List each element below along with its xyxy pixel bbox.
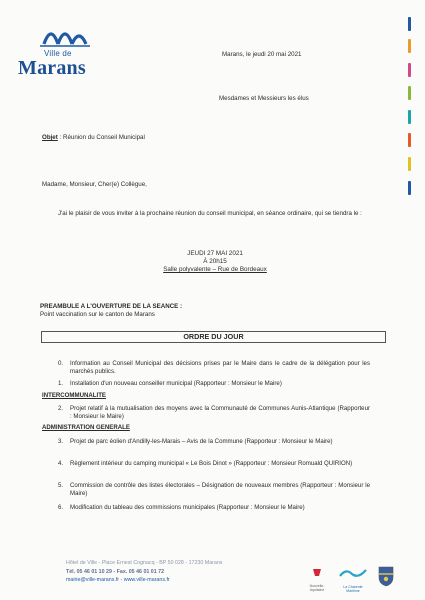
letter-date: Marans, le jeudi 20 mai 2021 [222, 51, 302, 58]
side-color-bar [408, 63, 411, 77]
department-logo [338, 566, 368, 593]
item-number: 6. [58, 504, 64, 511]
side-color-bar [408, 157, 411, 171]
item-number: 4. [58, 460, 64, 467]
region-logo-text: Nouvelle-Aquitaine [309, 584, 325, 592]
section-title: INTERCOMMUNALITE [42, 392, 106, 399]
item-number: 5. [58, 482, 64, 489]
logo-line1: Ville de [44, 49, 72, 58]
bridge-arches-icon [14, 20, 110, 50]
salutation: Madame, Monsieur, Cher(e) Collègue, [42, 181, 147, 188]
item-number: 0. [58, 360, 64, 367]
meeting-time: À 20h15 [203, 258, 227, 265]
item-text: Information au Conseil Municipal des décisions prises par le Maire dans le cadre de la délégation pour les marchés publics. [70, 360, 370, 376]
addressee: Mesdames et Messieurs les élus [219, 95, 309, 102]
region-emblem-icon [306, 567, 328, 579]
meeting-place: Salle polyvalente – Rue de Bordeaux [163, 266, 267, 273]
side-color-bar [408, 133, 411, 147]
preamble-text: Point vaccination sur le canton de Marans [40, 311, 155, 319]
agenda-title-box: ORDRE DU JOUR [41, 331, 386, 343]
side-color-bar [408, 110, 411, 124]
section-title: ADMINISTRATION GENERALE [42, 424, 130, 431]
item-number: 3. [58, 438, 64, 445]
item-text: Projet de parc éolien d'Andilly-les-Marais – Avis de la Commune (Rapporteur : Monsieur le Maire) [70, 438, 333, 445]
item-text: Commission de contrôle des listes électorales – Désignation de nouveaux membres (Rapporteur : Monsieur le Maire) [70, 482, 370, 498]
logo-line2: Marans [18, 57, 86, 79]
footer-phone: Tél. 05 46 01 10 29 - Fax. 05 46 01 01 72 [66, 568, 165, 575]
side-color-bar [408, 86, 411, 100]
item-text: Installation d'un nouveau conseiller municipal (Rapporteur : Monsieur le Maire) [70, 380, 282, 387]
city-crest [377, 565, 395, 592]
invitation-paragraph: J'ai le plaisir de vous inviter à la prochaine réunion du conseil municipal, en séance ordinaire, qui se tiendra le : [58, 210, 362, 217]
region-logo [306, 566, 328, 592]
side-color-bar [408, 39, 411, 53]
subject-label: Objet [42, 134, 58, 141]
subject-text: : Réunion du Conseil Municipal [57, 134, 145, 141]
side-color-bar [408, 181, 411, 195]
preamble-title: PREAMBULE A L'OUVERTURE DE LA SEANCE : [40, 303, 183, 310]
coat-of-arms-icon [377, 565, 395, 587]
item-text: Modification du tableau des commissions municipales (Rapporteur : Monsieur le Maire) [70, 504, 305, 511]
footer-address: Hôtel de Ville - Place Ernest Cognacq - BP 50 028 - 17230 Marans [66, 560, 223, 566]
preamble [40, 303, 182, 319]
department-wave-icon [338, 566, 368, 580]
item-text: Projet relatif à la mutualisation des moyens avec la Communauté de Communes Aunis-Atlantique (Rapporteur : Monsieur le Maire) [70, 405, 370, 421]
subject-line [42, 134, 145, 142]
footer-contact [66, 559, 222, 585]
item-number: 1. [58, 380, 64, 387]
meeting-details [120, 250, 310, 274]
side-color-bar [408, 17, 411, 31]
meeting-date: JEUDI 27 MAI 2021 [187, 250, 243, 257]
item-text: Règlement intérieur du camping municipal « Le Bois Dinot » (Rapporteur : Monsieur Romuald QUIRION) [70, 460, 353, 467]
department-logo-text: La Charente Maritime [343, 585, 363, 593]
item-number: 2. [58, 405, 64, 412]
footer-web: mairie@ville-marans.fr - www.ville-marans.fr [66, 577, 170, 584]
